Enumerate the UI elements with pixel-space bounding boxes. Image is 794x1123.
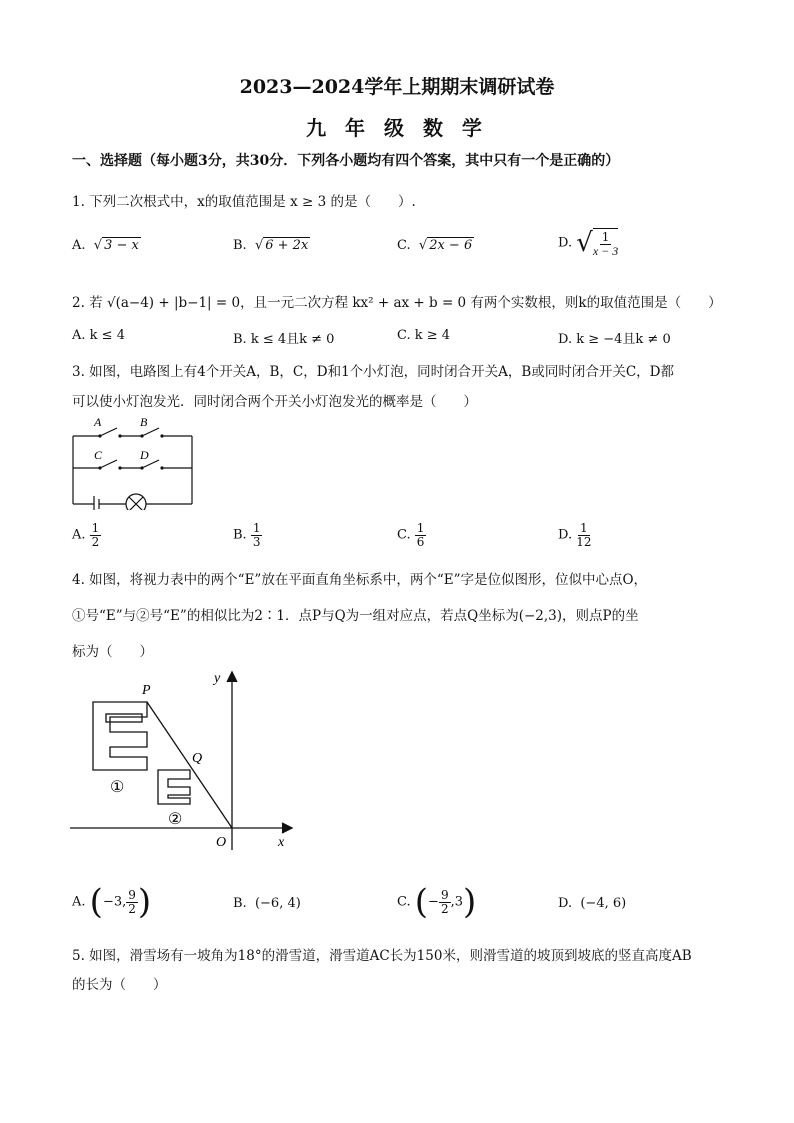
fraction-numerator: 1 — [252, 521, 261, 535]
option-label: A. — [72, 238, 86, 253]
fraction-numerator: 1 — [601, 230, 610, 245]
figure-two-label: ② — [168, 811, 183, 828]
option-label: D. — [558, 527, 573, 543]
fraction-denominator: 2 — [128, 901, 136, 916]
switch-a-label: A — [94, 415, 102, 429]
q2-option-a: A. k ≤ 4 — [72, 328, 125, 343]
fraction-denominator: 3 — [252, 534, 261, 549]
question-5-stem-line2: 的长为（ ） — [72, 977, 167, 993]
fraction-numerator: 9 — [440, 887, 449, 902]
fraction-denominator: 6 — [416, 534, 425, 549]
origin-label: O — [216, 835, 227, 850]
option-label: C. — [397, 238, 411, 253]
x-axis-label: x — [278, 835, 285, 850]
exam-title: 2023—2024学年上期期末调研试卷 — [239, 76, 555, 98]
q4-option-b — [233, 896, 301, 911]
fraction-numerator: 1 — [416, 521, 425, 535]
point-q-label: Q — [192, 751, 203, 766]
question-4-stem-line1: 4. 如图，将视力表中的两个“E”放在平面直角坐标系中，两个“E”字是位似图形，位似中心点O， — [72, 572, 648, 588]
coordinate: (−6, 4) — [254, 896, 301, 911]
fraction-denominator: 2 — [440, 901, 449, 916]
q1-option-d: D. √ $\frac{1}{x - 3}$ — [558, 228, 619, 258]
option-label: C. — [397, 894, 411, 910]
point-p-label: P — [142, 683, 151, 698]
q2-option-c: C. k ≥ 4 — [397, 328, 451, 343]
option-label: A. — [72, 894, 86, 910]
circuit-diagram — [70, 414, 200, 510]
fraction-numerator: 1 — [580, 521, 588, 535]
fraction-denominator: x − 3 — [592, 244, 619, 258]
option-label: B. — [233, 896, 247, 911]
option-label: B. — [233, 527, 247, 543]
question-5-stem-line1: 5. 如图，滑雪场有一坡角为18°的滑雪道，滑雪道AC长为150米，则滑雪道的坡顶到坡底的竖直高度AB — [72, 948, 692, 964]
radicand: 2x − 6 — [429, 238, 473, 253]
question-4-stem-line2: ①号“E”与②号“E”的相似比为2∶1．点P与Q为一组对应点，若点Q坐标为(−2,3)，则点P的坐 — [72, 608, 639, 624]
q4-option-d — [558, 896, 626, 911]
fraction-numerator: 9 — [128, 887, 136, 902]
radicand: 6 + 2x — [265, 238, 309, 253]
coordinate: (−4, 6) — [580, 896, 627, 911]
q4-option-c: C. (− $\frac{9}{2}$ ,3) — [397, 882, 477, 922]
q3-option-b — [233, 522, 262, 548]
question-3-stem-line1: 3. 如图，电路图上有4个开关A，B，C，D和1个小灯泡，同时闭合开关A，B或同时闭合开关C，D都 — [72, 364, 674, 380]
exam-subtitle: 九 年 级 数 学 — [306, 116, 488, 140]
figure-one-label: ① — [110, 779, 125, 796]
q2-option-d: D. k ≥ −4且k ≠ 0 — [558, 332, 671, 347]
question-3-stem-line2: 可以使小灯泡发光．同时闭合两个开关小灯泡发光的概率是（ ） — [72, 394, 477, 410]
option-label: A. — [72, 527, 86, 543]
q3-option-a — [72, 522, 101, 548]
option-label: D. — [558, 896, 573, 911]
radicand: 3 − x — [104, 238, 139, 253]
coordinate-figure — [70, 662, 310, 858]
q4-option-a: A. (−3, $\frac{9}{2}$ ) — [72, 882, 152, 922]
q3-option-c — [397, 522, 426, 548]
fraction-denominator: 12 — [576, 534, 592, 549]
switch-b-label: B — [140, 415, 148, 429]
question-1-stem: 1. 下列二次根式中，x的取值范围是 x ≥ 3 的是（ ）. — [72, 194, 416, 210]
fraction-denominator: 2 — [91, 534, 100, 549]
coordinate-y: ,3 — [450, 894, 463, 910]
fraction-numerator: 1 — [91, 521, 100, 535]
option-label: B. — [233, 238, 247, 253]
q1-option-b: B. √ 6 + 2x — [233, 238, 309, 253]
y-axis-label: y — [214, 671, 221, 686]
option-label: D. — [558, 235, 573, 251]
option-label: C. — [397, 527, 411, 543]
question-2-stem: 2. 若 √(a−4) + |b−1| = 0，且一元二次方程 kx² + ax + b = 0 有两个实数根，则k的取值范围是（ ） — [72, 295, 722, 311]
switch-c-label: C — [94, 448, 103, 462]
q1-option-c: C. √ 2x − 6 — [397, 238, 473, 253]
question-4-stem-line3: 标为（ ） — [72, 644, 153, 660]
q2-option-b: B. k ≤ 4且k ≠ 0 — [233, 332, 335, 347]
section-heading: 一、选择题（每小题3分，共30分．下列各小题均有四个答案，其中只有一个是正确的） — [72, 153, 620, 169]
minus-sign: − — [428, 894, 439, 910]
q1-option-a: A. √ 3 − x — [72, 238, 139, 253]
coordinate-x: −3, — [102, 894, 127, 910]
switch-d-label: D — [140, 448, 149, 462]
q3-option-d — [558, 522, 592, 548]
